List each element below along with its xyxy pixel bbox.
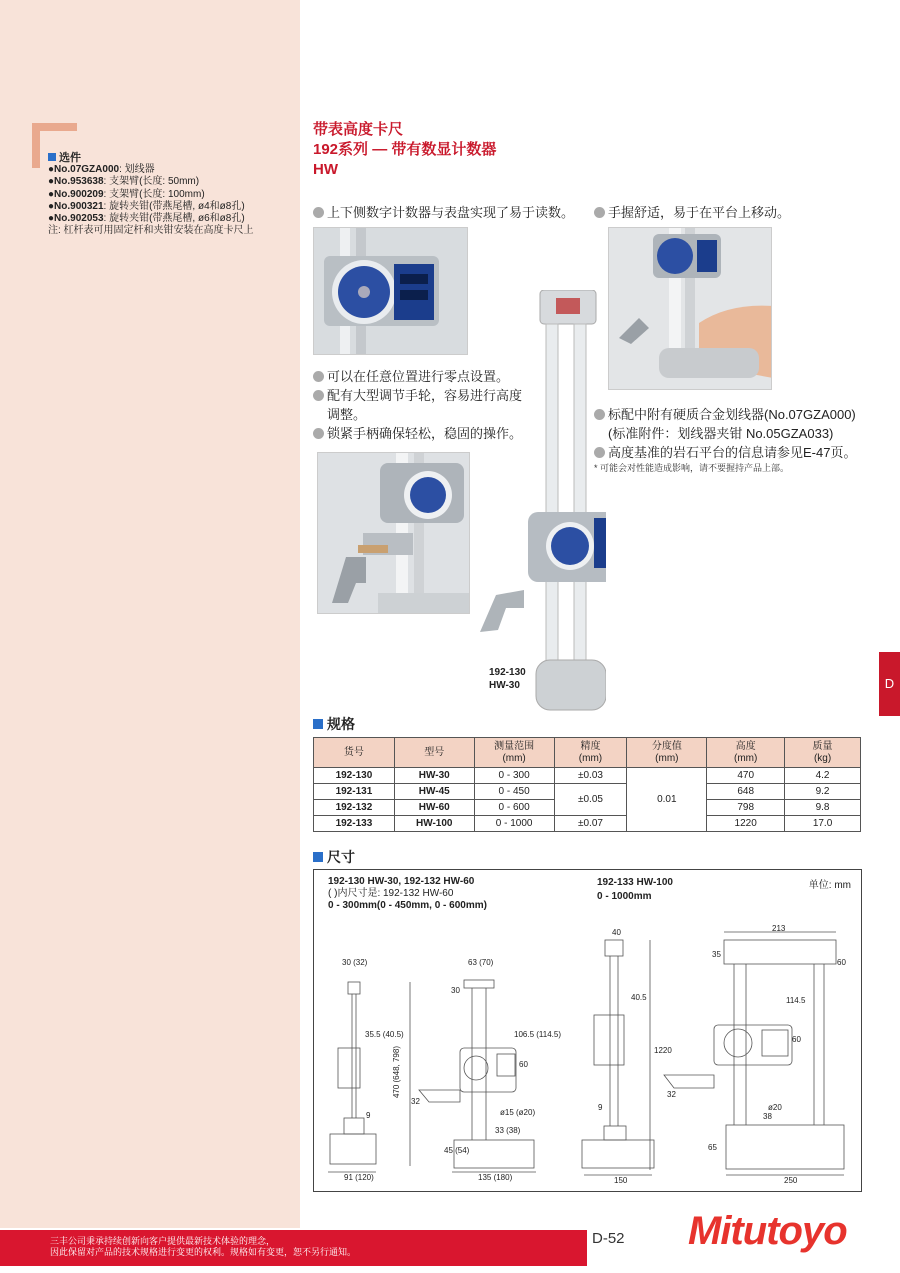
header-cell: 质量 (kg) (785, 738, 861, 768)
dim-label: 35 (712, 950, 721, 959)
table-row: 192-132 HW-60 0 - 600 798 9.8 (314, 800, 861, 816)
dim-label: 38 (763, 1112, 772, 1121)
options-list (48, 152, 298, 237)
feature-6-cont: (标准附件：划线器夹钳 No.05GZA033) (608, 426, 834, 441)
title-line-1: 带表高度卡尺 (313, 121, 404, 138)
dim-label: 33 (38) (495, 1126, 521, 1135)
bullet-dot-icon (313, 428, 324, 439)
footer-disclaimer: 三丰公司秉承持续创新向客户提供最新技术体验的理念， 因此保留对产品的技术规格进行变更的权利。规格如有变更，恕不另行通知。 (0, 1230, 587, 1266)
dim-label: 213 (772, 924, 786, 933)
bullet-dot-icon (594, 207, 605, 218)
dims-heading: 尺寸 (313, 847, 355, 867)
bullet-dot-icon (313, 207, 324, 218)
bullet-dot-icon (313, 390, 324, 401)
dim-label: 63 (70) (468, 958, 494, 967)
unit-label: 单位: mm (808, 880, 851, 891)
options-heading: 选件 (48, 152, 298, 164)
dim-label: 250 (784, 1176, 798, 1185)
feature-4-cont: 调整。 (327, 407, 367, 422)
title-line-2: 192系列 — 带有数显计数器 (313, 141, 497, 158)
dim-label: 150 (614, 1176, 628, 1185)
square-bullet-icon (313, 852, 323, 862)
bullet-dot-icon (313, 371, 324, 382)
table-header-row (314, 738, 861, 768)
feature-3: 可以在任意位置进行零点设置。 (327, 369, 510, 384)
header-cell: 测量范围 (mm) (474, 738, 554, 768)
spec-heading: 规格 (313, 714, 355, 734)
photo-dial-counter (313, 227, 468, 355)
page-number: D-52 (592, 1230, 625, 1247)
dim-label: ø20 (768, 1103, 782, 1112)
title-line-3: HW (313, 161, 338, 178)
option-item: ●No.902053: 旋转夹钳(带燕尾槽, ø6和ø8孔) (48, 213, 245, 225)
dim-label: 135 (180) (478, 1173, 513, 1182)
feature-note: * 可能会对性能造成影响，请不要握持产品上部。 (594, 463, 790, 473)
table-row: 192-131 HW-45 0 - 450 ±0.05 648 9.2 (314, 784, 861, 800)
dim-label: 32 (667, 1090, 676, 1099)
dimension-drawing-box (313, 869, 862, 1192)
product-title (313, 120, 496, 180)
feature-1: 上下侧数字计数器与表盘实现了易于读数。 (313, 203, 574, 222)
photo-height-gage (476, 290, 606, 720)
product-model-label: 192-130 HW-30 (489, 667, 526, 691)
feature-5: 锁紧手柄确保轻松，稳固的操作。 (327, 426, 523, 441)
feature-7: 高度基准的岩石平台的信息请参见E-47页。 (608, 445, 857, 460)
option-item: ●No.900209: 支架臂(长度: 100mm) (48, 188, 205, 200)
feature-6: 标配中附有硬质合金划线器(No.07GZA000) (608, 407, 856, 422)
feature-4: 配有大型调节手轮，容易进行高度 (327, 388, 523, 403)
dim-label: 9 (366, 1111, 371, 1120)
dim-label: 470 (648, 798) (392, 1046, 401, 1099)
feature-2: 手握舒适，易于在平台上移动。 (594, 203, 790, 222)
dim-label: 35.5 (40.5) (365, 1030, 404, 1039)
options-note: 注: 杠杆表可用固定杆和夹钳安装在高度卡尺上 (48, 225, 254, 237)
option-item: ●No.953638: 支架臂(长度: 50mm) (48, 176, 200, 188)
square-bullet-icon (313, 719, 323, 729)
dim-label: 30 (451, 986, 460, 995)
header-cell: 型号 (394, 738, 474, 768)
table-row: 192-133 HW-100 0 - 1000 ±0.07 1220 17.0 (314, 816, 861, 832)
dim-label: 60 (837, 958, 846, 967)
dim-label: 9 (598, 1103, 603, 1112)
table-row: 192-130 HW-30 0 - 300 ±0.03 0.01 470 4.2 (314, 768, 861, 784)
dim-label: 91 (120) (344, 1173, 374, 1182)
brand-logo: Mitutoyo (688, 1209, 847, 1253)
header-cell: 货号 (314, 738, 395, 768)
header-cell: 精度 (mm) (554, 738, 627, 768)
dim-label: 40.5 (631, 993, 647, 1002)
option-item: ●No.900321: 旋转夹钳(带燕尾槽, ø4和ø8孔) (48, 200, 245, 212)
dim-label: 60 (792, 1035, 801, 1044)
dim-label: 65 (708, 1143, 717, 1152)
option-item: ●No.07GZA000: 划线器 (48, 164, 155, 176)
dim-label: 45 (54) (444, 1146, 470, 1155)
dim-label: 30 (32) (342, 958, 368, 967)
spec-table (313, 737, 861, 832)
dim-label: 32 (411, 1097, 420, 1106)
dim-label: 114.5 (786, 996, 806, 1005)
resolution-cell: 0.01 (627, 768, 707, 832)
dim-label: 1220 (654, 1046, 672, 1055)
left-drawing-title: 192-130 HW-30, 192-132 HW-60 ( )内尺寸是: 192-132 HW-60 0 - 300mm(0 - 450mm, 0 - 600mm) (328, 876, 487, 911)
photo-lock-handle (317, 452, 470, 614)
dim-label: 60 (519, 1060, 528, 1069)
feature-group-right (594, 405, 864, 475)
header-cell: 分度值 (mm) (627, 738, 707, 768)
square-bullet-icon (48, 153, 56, 161)
header-cell: 高度 (mm) (707, 738, 785, 768)
photo-hand-grip (608, 227, 772, 390)
dim-label: 40 (612, 928, 621, 937)
section-tab-d: D (879, 652, 900, 716)
right-drawing-title: 192-133 HW-100 0 - 1000mm (597, 877, 673, 902)
dim-label: 106.5 (114.5) (514, 1030, 561, 1039)
dim-label: ø15 (ø20) (500, 1108, 536, 1117)
